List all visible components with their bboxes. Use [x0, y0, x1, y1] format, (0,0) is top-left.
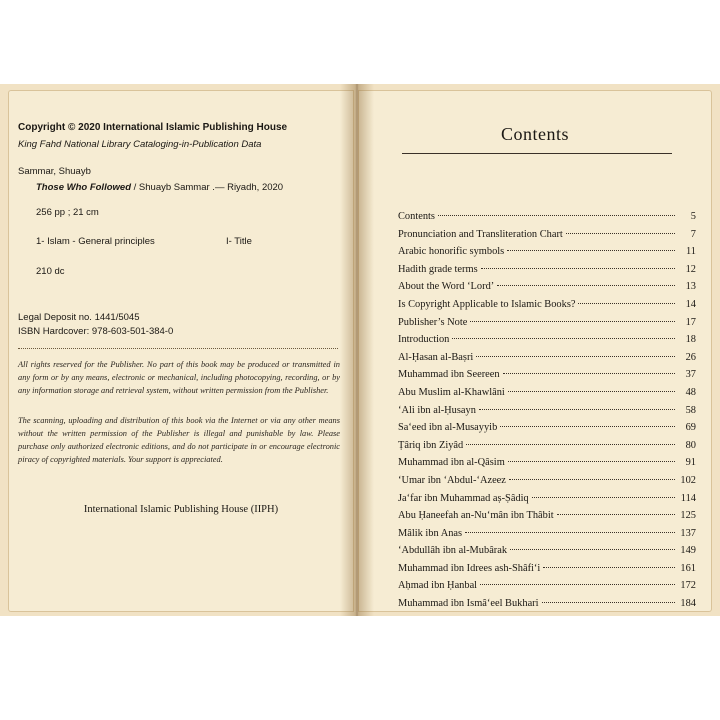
- dot-leader: [578, 303, 675, 304]
- toc-entry-title: About the Word ‘Lord’: [398, 281, 495, 293]
- toc-entry-page: 137: [680, 527, 696, 539]
- divider: [18, 348, 338, 349]
- toc-entry: [398, 525, 696, 543]
- contents-heading: Contents: [500, 124, 569, 144]
- toc-entry: [398, 243, 696, 261]
- toc-entry: [398, 402, 696, 420]
- dot-leader: [465, 532, 675, 533]
- toc-entry-title: Is Copyright Applicable to Islamic Books?: [398, 298, 576, 310]
- dot-leader: [466, 444, 675, 445]
- toc-entry-title: ‘Abdullâh ibn al-Mubârak: [398, 545, 508, 557]
- toc-entry-page: 149: [680, 545, 696, 557]
- toc-entry-page: 114: [680, 492, 696, 504]
- toc-entry-title: Muhammad ibn Seereen: [398, 369, 500, 381]
- dot-leader: [479, 409, 675, 410]
- classification: 210 dc: [36, 266, 65, 277]
- toc-entry: [398, 208, 696, 226]
- dot-leader: [509, 479, 675, 480]
- contents-page: [358, 90, 712, 612]
- book-gutter: [340, 84, 374, 616]
- scanning-notice: The scanning, uploading and distribution of this book via the Internet or via any other means without the written permission of the Publisher is illegal and punishable by law. Please purchase only authorized electronic editions, and do not participate in or encourage electronic piracy of copyrighted materials. Your support is appreciated.: [18, 416, 340, 464]
- toc-entry: [398, 454, 696, 472]
- toc-entry-page: 102: [680, 474, 696, 486]
- toc-entry: [398, 226, 696, 244]
- book-spread: [0, 84, 720, 616]
- toc-entry-page: 13: [685, 281, 696, 293]
- legal-deposit: Legal Deposit no. 1441/5045: [18, 312, 140, 323]
- copyright-page: [8, 90, 354, 612]
- toc-entry-page: 172: [680, 580, 696, 592]
- publisher-name: International Islamic Publishing House (IIPH): [83, 504, 279, 515]
- toc-entry-page: 69: [685, 422, 696, 434]
- subject-heading: 1- Islam - General principles: [36, 236, 155, 247]
- toc-entry: [398, 577, 696, 595]
- dot-leader: [543, 567, 675, 568]
- toc-entry: [398, 261, 696, 279]
- toc-entry: [398, 384, 696, 402]
- heading-rule: [402, 153, 672, 154]
- dot-leader: [503, 373, 675, 374]
- subject-title: I- Title: [226, 236, 252, 247]
- toc-entry-page: 12: [685, 263, 696, 275]
- toc-entry: [398, 278, 696, 296]
- dot-leader: [481, 268, 675, 269]
- toc-entry: [398, 560, 696, 578]
- toc-entry: [398, 472, 696, 490]
- title-line: [36, 182, 283, 193]
- toc-entry: [398, 419, 696, 437]
- toc-entry: [398, 437, 696, 455]
- dot-leader: [532, 497, 675, 498]
- toc-entry-title: Ṭâriq ibn Ziyâd: [398, 439, 464, 451]
- toc-entry: [398, 314, 696, 332]
- toc-entry-title: Abu Ḥaneefah an-Nu‘mân ibn Thâbit: [398, 510, 554, 522]
- dot-leader: [566, 233, 675, 234]
- pages-size: 256 pp ; 21 cm: [36, 207, 99, 218]
- book-title: Those Who Followed: [36, 182, 131, 193]
- dot-leader: [542, 602, 675, 603]
- toc-entry-title: Aḥmad ibn Ḥanbal: [398, 580, 478, 592]
- dot-leader: [508, 461, 675, 462]
- dot-leader: [500, 426, 675, 427]
- toc-entry-title: ‘Ali ibn al-Ḥusayn: [398, 404, 476, 416]
- toc-entry-title: Ja‘far ibn Muhammad aṣ-Ṣâdiq: [398, 492, 529, 504]
- toc-entry-title: Introduction: [398, 334, 450, 346]
- toc-entry-page: 5: [690, 211, 696, 222]
- toc-entry-page: 26: [685, 351, 696, 363]
- dot-leader: [476, 356, 675, 357]
- toc-entry-page: 161: [680, 562, 696, 574]
- title-statement: / Shuayb Sammar .— Riyadh, 2020: [131, 182, 284, 193]
- copyright-line: Copyright © 2020 International Islamic Publishing House: [18, 122, 288, 133]
- toc-entry-title: Contents: [398, 211, 435, 222]
- toc-entry-page: 48: [685, 386, 696, 398]
- toc-entry-page: 7: [690, 228, 696, 240]
- toc-entry: [398, 542, 696, 560]
- toc-entry-title: Muhammad ibn Idrees ash-Shâfi‘i: [398, 562, 541, 574]
- dot-leader: [480, 584, 675, 585]
- toc-entry: [398, 595, 696, 613]
- toc-entry-title: Mâlik ibn Anas: [398, 527, 463, 539]
- author-line: Sammar, Shuayb: [18, 166, 91, 177]
- dot-leader: [508, 391, 675, 392]
- cataloging-line: King Fahd National Library Cataloging-in-Publication Data: [18, 139, 262, 150]
- toc-entry-title: Abu Muslim al-Khawlâni: [398, 386, 505, 398]
- toc-entry: [398, 507, 696, 525]
- dot-leader: [497, 285, 675, 286]
- toc-entry-page: 37: [685, 369, 696, 381]
- toc-entry-title: ‘Umar ibn ‘Abdul-‘Azeez: [398, 474, 506, 486]
- table-of-contents: [398, 208, 696, 613]
- dot-leader: [507, 250, 675, 251]
- toc-entry-page: 80: [685, 439, 696, 451]
- toc-entry-title: Muhammad ibn al-Qâsim: [398, 457, 505, 469]
- toc-entry-page: 184: [680, 598, 696, 610]
- dot-leader: [557, 514, 675, 515]
- toc-entry-title: Pronunciation and Transliteration Chart: [398, 228, 563, 240]
- toc-entry-page: 125: [680, 510, 696, 522]
- toc-entry-title: Hadith grade terms: [398, 263, 478, 275]
- toc-entry-title: Arabic honorific symbols: [398, 246, 505, 258]
- toc-entry-page: 58: [685, 404, 696, 416]
- dot-leader: [470, 321, 675, 322]
- toc-entry-title: Publisher’s Note: [398, 316, 468, 328]
- toc-entry-page: 11: [685, 246, 696, 258]
- toc-entry: [398, 296, 696, 314]
- rights-notice: All rights reserved for the Publisher. No part of this book may be produced or transmitted in any form or by any means, electronic or mechanical, including photocopying, recording, or by any information storage and retrieval system, without written permission from the Publisher.: [18, 360, 340, 395]
- toc-entry-title: Al-Ḥasan al-Baṣri: [398, 351, 474, 363]
- dot-leader: [438, 215, 675, 216]
- toc-entry: [398, 331, 696, 349]
- toc-entry-page: 91: [685, 457, 696, 469]
- isbn: ISBN Hardcover: 978-603-501-384-0: [18, 326, 174, 337]
- toc-entry-page: 18: [685, 334, 696, 346]
- toc-entry-title: Sa‘eed ibn al-Musayyib: [398, 422, 498, 434]
- dot-leader: [452, 338, 675, 339]
- toc-entry-title: Muhammad ibn Ismâ‘eel Bukhari: [398, 598, 539, 610]
- dot-leader: [510, 549, 675, 550]
- toc-entry: [398, 366, 696, 384]
- toc-entry-page: 17: [685, 316, 696, 328]
- toc-entry: [398, 490, 696, 508]
- toc-entry-page: 14: [685, 298, 696, 310]
- toc-entry: [398, 349, 696, 367]
